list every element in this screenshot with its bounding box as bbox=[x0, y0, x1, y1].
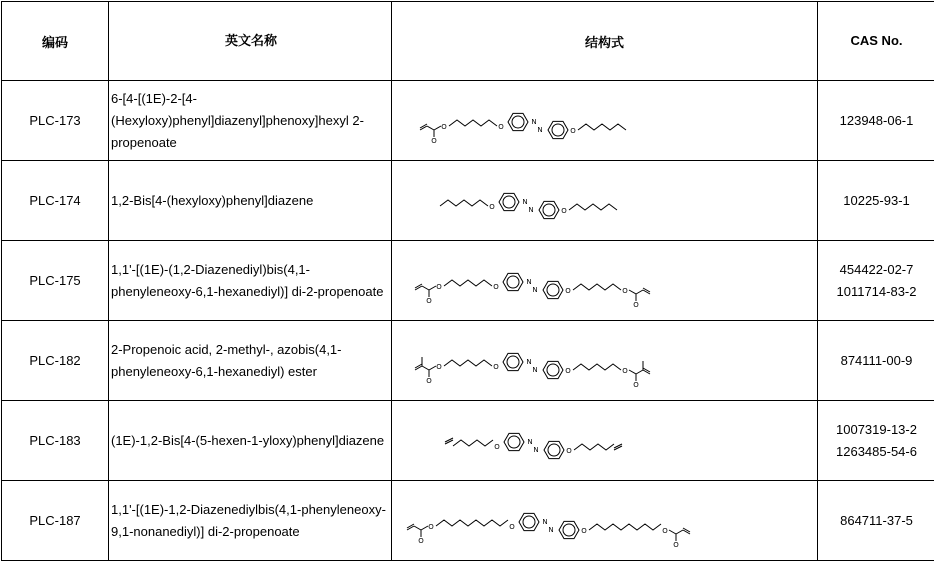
atom-label: O bbox=[564, 286, 571, 295]
compound-name: 6-[4-[(1E)-2-[4-(Hexyloxy)phenyl]diazenyl]phenoxy]hexyl 2-propenoate bbox=[109, 81, 392, 161]
cas-cell bbox=[818, 81, 934, 161]
cas-cell bbox=[818, 241, 934, 321]
atom-label: N bbox=[531, 285, 538, 294]
atom-label: N bbox=[536, 125, 543, 134]
structural-formula bbox=[395, 246, 815, 316]
atom-label: O bbox=[565, 446, 572, 455]
atom-label: O bbox=[564, 366, 571, 375]
atom-label: O bbox=[435, 282, 442, 291]
structure-cell bbox=[392, 401, 818, 481]
atom-label: N bbox=[530, 117, 537, 126]
structure-cell bbox=[392, 241, 818, 321]
compound-name: 1,1'-[(1E)-(1,2-Diazenediyl)bis(4,1-phenyleneoxy-6,1-hexanediyl)] di-2-propenoate bbox=[109, 241, 392, 321]
atom-label: O bbox=[427, 522, 434, 531]
atom-label: O bbox=[661, 526, 668, 535]
header-name: 英文名称 bbox=[109, 2, 392, 81]
table-row bbox=[2, 401, 934, 481]
compound-name: (1E)-1,2-Bis[4-(5-hexen-1-yloxy)phenyl]diazene bbox=[109, 401, 392, 481]
table-row bbox=[2, 241, 934, 321]
structural-formula bbox=[395, 326, 815, 396]
cas-number: 1011714-83-2 bbox=[836, 283, 917, 299]
structural-formula bbox=[395, 406, 815, 476]
cas-number: 864711-37-5 bbox=[840, 512, 913, 528]
atom-label: N bbox=[541, 517, 548, 526]
table-row bbox=[2, 321, 934, 401]
atom-label: O bbox=[580, 526, 587, 535]
structure-cell bbox=[392, 161, 818, 241]
atom-label: N bbox=[521, 197, 528, 206]
compound-code: PLC-175 bbox=[2, 241, 109, 321]
structural-formula bbox=[395, 166, 815, 236]
cas-cell bbox=[818, 321, 934, 401]
atom-label: N bbox=[527, 205, 534, 214]
table-row bbox=[2, 481, 934, 561]
structural-formula bbox=[395, 86, 815, 156]
cas-cell bbox=[818, 161, 934, 241]
atom-label: O bbox=[435, 362, 442, 371]
table-row bbox=[2, 161, 934, 241]
atom-label: O bbox=[672, 540, 679, 549]
compound-name: 1,2-Bis[4-(hexyloxy)phenyl]diazene bbox=[109, 161, 392, 241]
compound-code: PLC-183 bbox=[2, 401, 109, 481]
cas-number: 454422-02-7 bbox=[839, 261, 914, 277]
compound-code: PLC-173 bbox=[2, 81, 109, 161]
cas-number: 874111-00-9 bbox=[840, 352, 913, 368]
atom-label: O bbox=[493, 442, 500, 451]
atom-label: N bbox=[525, 357, 532, 366]
structure-cell bbox=[392, 81, 818, 161]
atom-label: N bbox=[526, 437, 533, 446]
table-row bbox=[2, 81, 934, 161]
atom-label: O bbox=[560, 206, 567, 215]
atom-label: O bbox=[492, 362, 499, 371]
atom-label: O bbox=[425, 296, 432, 305]
atom-label: N bbox=[531, 365, 538, 374]
header-structure: 结构式 bbox=[392, 2, 818, 81]
structure-cell bbox=[392, 321, 818, 401]
atom-label: N bbox=[525, 277, 532, 286]
structural-formula bbox=[395, 486, 815, 556]
header-code: 编码 bbox=[2, 2, 109, 81]
atom-label: O bbox=[632, 300, 639, 309]
cas-number: 123948-06-1 bbox=[839, 112, 914, 128]
cas-cell bbox=[818, 401, 934, 481]
compound-table bbox=[1, 1, 934, 561]
atom-label: N bbox=[547, 525, 554, 534]
cas-number: 10225-93-1 bbox=[843, 192, 910, 208]
atom-label: O bbox=[508, 522, 515, 531]
header-row bbox=[2, 2, 934, 81]
cas-number: 1007319-13-2 bbox=[836, 421, 917, 437]
cas-cell bbox=[818, 481, 934, 561]
atom-label: O bbox=[425, 376, 432, 385]
atom-label: O bbox=[492, 282, 499, 291]
header-cas: CAS No. bbox=[818, 2, 934, 81]
compound-name: 2-Propenoic acid, 2-methyl-, azobis(4,1-phenyleneoxy-6,1-hexanediyl) ester bbox=[109, 321, 392, 401]
structure-cell bbox=[392, 481, 818, 561]
compound-code: PLC-187 bbox=[2, 481, 109, 561]
atom-label: N bbox=[532, 445, 539, 454]
atom-label: O bbox=[621, 366, 628, 375]
atom-label: O bbox=[430, 136, 437, 145]
compound-name: 1,1'-[(1E)-1,2-Diazenediylbis(4,1-phenyleneoxy-9,1-nonanediyl)] di-2-propenoate bbox=[109, 481, 392, 561]
atom-label: O bbox=[621, 286, 628, 295]
cas-number: 1263485-54-6 bbox=[836, 443, 917, 459]
atom-label: O bbox=[488, 202, 495, 211]
atom-label: O bbox=[440, 122, 447, 131]
atom-label: O bbox=[632, 380, 639, 389]
atom-label: O bbox=[569, 126, 576, 135]
compound-code: PLC-174 bbox=[2, 161, 109, 241]
compound-code: PLC-182 bbox=[2, 321, 109, 401]
atom-label: O bbox=[417, 536, 424, 545]
atom-label: O bbox=[497, 122, 504, 131]
